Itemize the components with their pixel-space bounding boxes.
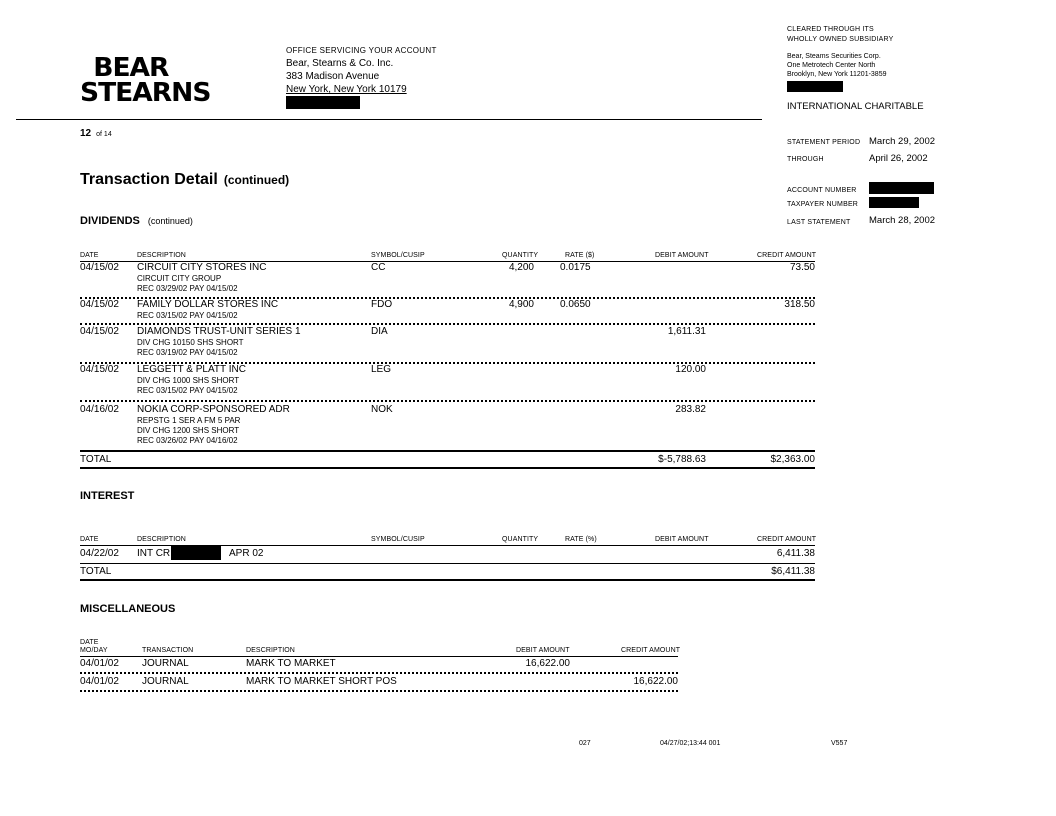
table-row [80,658,678,672]
col-date-line2: MO/DAY [80,647,108,654]
office-city: New York, New York 10179 [286,84,407,95]
row-description: FAMILY DOLLAR STORES INC [137,299,279,310]
row-detail: REC 03/26/02 PAY 04/16/02 [137,436,238,445]
total-row [80,454,815,468]
table-rule [80,656,678,657]
total-rule [80,450,815,452]
col-quantity: QUANTITY [502,536,539,543]
total-label: TOTAL [80,566,112,577]
dividends-heading-sub: (continued) [147,216,193,226]
row-description-suffix: APR 02 [229,548,264,559]
row-rate: 0.0175 [560,262,591,273]
row-date: 04/15/02 [80,262,119,273]
row-detail: CIRCUIT CITY GROUP [137,274,222,283]
row-date: 04/01/02 [80,658,119,669]
through-value: April 26, 2002 [869,153,928,164]
taxpayer-number-redacted [869,197,919,208]
office-address [286,44,437,113]
statement-period-value: March 29, 2002 [869,136,936,147]
logo-line-2: STEARNS [80,78,211,108]
row-detail: DIV CHG 1200 SHS SHORT [137,426,240,435]
through-label: THROUGH [787,156,824,163]
last-statement-value: March 28, 2002 [869,215,936,226]
table-row [80,676,678,690]
col-description: DESCRIPTION [137,252,186,259]
account-name: INTERNATIONAL CHARITABLE [787,101,924,112]
page-number [80,128,112,139]
col-date [80,639,108,655]
col-rate: RATE ($) [565,252,595,259]
table-row [80,262,815,298]
clearing-line-2: WHOLLY OWNED SUBSIDIARY [787,36,894,43]
row-symbol: DIA [371,326,388,337]
row-divider [80,690,678,692]
row-symbol: NOK [371,404,393,415]
title-sub: (continued) [223,173,290,187]
redacted-block [286,96,360,109]
total-row [80,566,815,580]
col-description: DESCRIPTION [246,647,295,654]
col-symbol: SYMBOL/CUSIP [371,536,425,543]
row-transaction: JOURNAL [142,658,189,669]
row-date: 04/01/02 [80,676,119,687]
interest-heading: INTEREST [80,490,135,502]
logo-line-1: BEAR [93,53,169,83]
header-rule [16,119,762,120]
col-description: DESCRIPTION [137,536,186,543]
footer-code: 027 [579,740,591,747]
row-rate: 0.0650 [560,299,591,310]
row-quantity: 4,900 [508,299,534,310]
page-title [80,171,289,189]
row-divider [80,400,815,402]
subsidiary-name: Bear, Steams Securities Corp. [787,53,881,60]
row-quantity: 4,200 [508,262,534,273]
total-debit: $-5,788.63 [658,454,706,465]
total-credit: $2,363.00 [770,454,815,465]
office-name: Bear, Stearns & Co. Inc. [286,58,394,69]
row-divider [80,323,815,325]
account-number-redacted [869,182,934,194]
row-description: LEGGETT & PLATT INC [137,364,246,375]
col-rate: RATE (%) [565,536,597,543]
office-label: OFFICE SERVICING YOUR ACCOUNT [286,46,437,55]
office-street: 383 Madison Avenue [286,71,380,82]
row-debit: 16,622.00 [525,658,570,669]
row-credit: 73.50 [789,262,815,273]
row-debit: 120.00 [675,364,706,375]
redacted-block [787,81,843,92]
col-credit: CREDIT AMOUNT [757,252,817,259]
row-description: NOKIA CORP-SPONSORED ADR [137,404,290,415]
col-debit: DEBIT AMOUNT [655,252,709,259]
row-symbol: FDO [371,299,393,310]
total-credit: $6,411.38 [771,566,815,577]
row-transaction: JOURNAL [142,676,189,687]
subsidiary-city: Brooklyn, New York 11201-3859 [787,71,887,78]
title-main: Transaction Detail [80,171,218,188]
clearing-line-1: CLEARED THROUGH ITS [787,26,874,33]
col-date-line1: DATE [80,639,99,646]
col-credit: CREDIT AMOUNT [757,536,817,543]
row-description: CIRCUIT CITY STORES INC [137,262,267,273]
row-detail: REC 03/15/02 PAY 04/15/02 [137,311,238,320]
page-number-value: 12 [80,128,92,139]
row-detail: REC 03/19/02 PAY 04/15/02 [137,348,238,357]
redacted-block [171,546,221,560]
table-row [80,299,815,323]
table-row [80,326,815,362]
col-transaction: TRANSACTION [142,647,194,654]
table-row [80,404,815,450]
total-label: TOTAL [80,454,112,465]
row-description: MARK TO MARKET [246,658,336,669]
row-symbol: CC [371,262,386,273]
row-detail: REC 03/29/02 PAY 04/15/02 [137,284,238,293]
col-credit: CREDIT AMOUNT [621,647,681,654]
col-quantity: QUANTITY [502,252,539,259]
row-description: INT CR [137,548,171,559]
footer-version: V557 [831,740,848,747]
page-of: of 14 [96,131,112,138]
total-rule [80,563,815,564]
table-row [80,364,815,400]
row-detail: DIV CHG 1000 SHS SHORT [137,376,240,385]
statement-period-label: STATEMENT PERIOD [787,139,861,146]
row-date: 04/15/02 [80,299,119,310]
col-symbol: SYMBOL/CUSIP [371,252,425,259]
row-date: 04/16/02 [80,404,119,415]
row-description: DIAMONDS TRUST-UNIT SERIES 1 [137,326,301,337]
bear-stearns-logo [80,53,211,108]
col-debit: DEBIT AMOUNT [516,647,570,654]
row-symbol: LEG [371,364,392,375]
row-detail: REC 03/15/02 PAY 04/15/02 [137,386,238,395]
row-divider [80,672,678,674]
col-debit: DEBIT AMOUNT [655,536,709,543]
total-rule [80,579,815,581]
taxpayer-number-label: TAXPAYER NUMBER [787,201,859,208]
clearing-note [787,25,894,45]
subsidiary-street: One Metrotech Center North [787,62,876,69]
col-date: DATE [80,252,99,259]
row-date: 04/15/02 [80,326,119,337]
footer-timestamp: 04/27/02;13:44 001 [660,740,721,747]
row-debit: 1,611.31 [667,326,706,337]
dividends-heading-text: DIVIDENDS [80,215,140,227]
row-description: MARK TO MARKET SHORT POS [246,676,397,687]
row-detail: REPSTG 1 SER A FM 5 PAR [137,416,241,425]
last-statement-label: LAST STATEMENT [787,219,851,226]
col-date: DATE [80,536,99,543]
row-debit: 283.82 [675,404,706,415]
dividends-heading [80,215,193,227]
account-number-label: ACCOUNT NUMBER [787,187,857,194]
row-credit: 16,622.00 [633,676,678,687]
row-credit: 6,411.38 [776,548,815,559]
misc-heading: MISCELLANEOUS [80,603,176,615]
row-detail: DIV CHG 10150 SHS SHORT [137,338,244,347]
row-date: 04/15/02 [80,364,119,375]
table-row [80,548,815,562]
total-rule [80,467,815,469]
subsidiary-address [787,52,887,95]
row-credit: 318.50 [784,299,815,310]
row-date: 04/22/02 [80,548,119,559]
